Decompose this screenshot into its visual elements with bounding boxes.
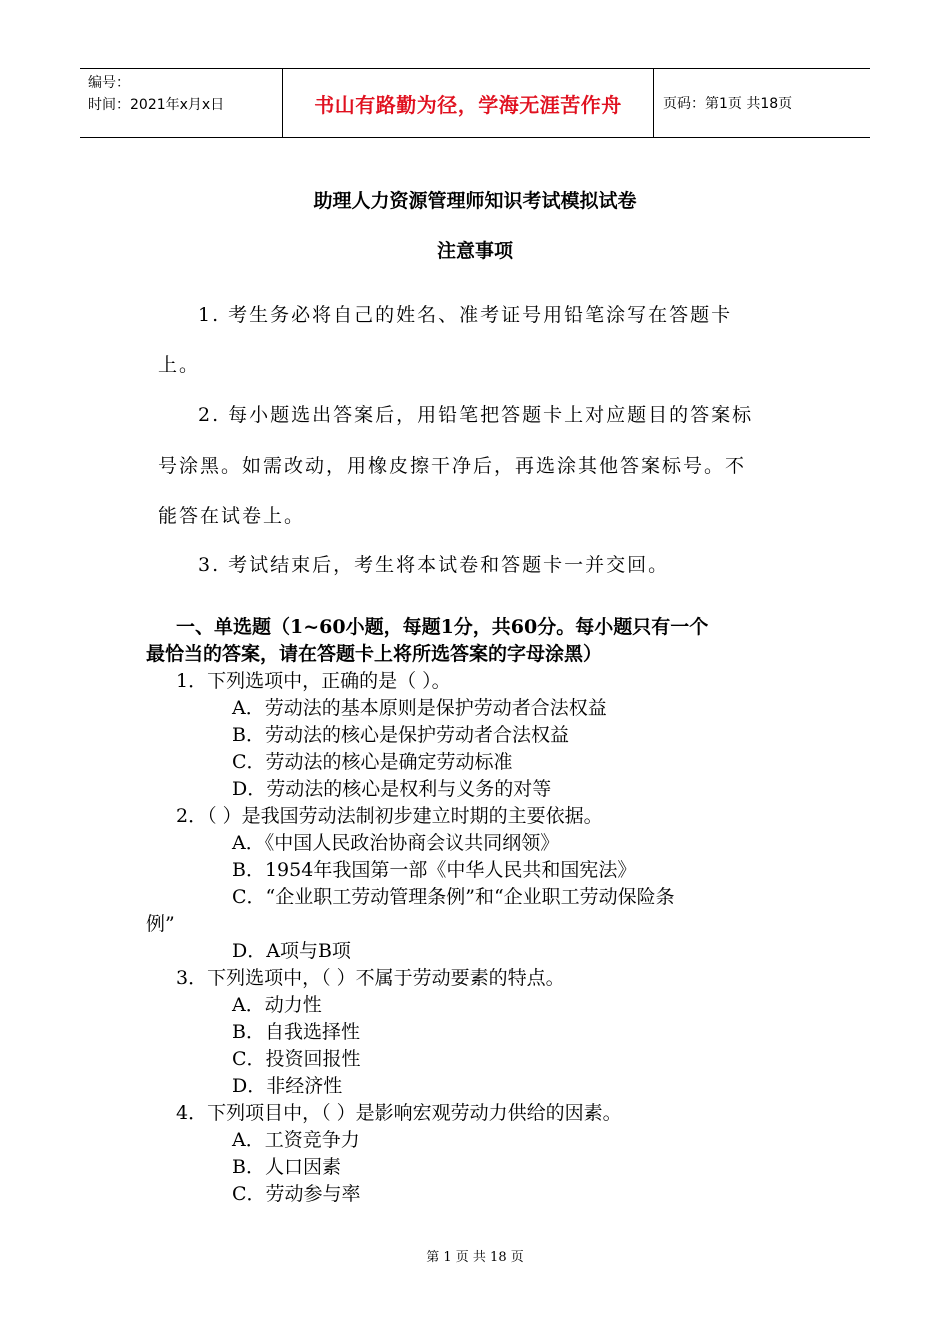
question-2-option-c: C．“企业职工劳动管理条例”和“企业职工劳动保险条 [232,886,675,908]
question-1-option-c: C．劳动法的核心是确定劳动标准 [232,751,513,773]
question-1-option-a: A．劳动法的基本原则是保护劳动者合法权益 [232,697,607,719]
number-label: 编号： [88,75,130,91]
notice-2-line-3: 能答在试卷上。 [158,505,306,527]
page-footer: 第 1 页 共 18 页 [426,1250,524,1265]
notice-1-line-1: 1. 考生务必将自己的姓名、准考证号用铅笔涂写在答题卡 [198,304,733,326]
question-2-stem: 2．（ ）是我国劳动法制初步建立时期的主要依据。 [176,805,603,827]
question-4-option-b: B．人口因素 [232,1156,341,1178]
question-3-option-c: C．投资回报性 [232,1048,361,1070]
section-title-line-2: 最恰当的答案，请在答题卡上将所选答案的字母涂黑） [146,643,603,665]
question-3-option-b: B．自我选择性 [232,1021,360,1043]
question-3-option-a: A．动力性 [232,994,322,1016]
question-2-option-d: D．A项与B项 [232,940,351,962]
question-1-stem: 1．下列选项中，正确的是（ ）。 [176,670,451,692]
section-title-line-1: 一、单选题（1~60小题，每题1分，共60分。每小题只有一个 [176,616,709,638]
notice-1-line-2: 上。 [158,354,201,376]
notice-2-line-1: 2. 每小题选出答案后，用铅笔把答题卡上对应题目的答案标 [198,404,754,426]
question-4-stem: 4．下列项目中，（ ）是影响宏观劳动力供给的因素。 [176,1102,622,1124]
question-4-option-a: A．工资竞争力 [232,1129,360,1151]
question-2-option-c-wrap: 例” [146,913,175,935]
question-3-stem: 3．下列选项中，（ ）不属于劳动要素的特点。 [176,967,565,989]
page-info: 页码：第1页 共18页 [663,96,793,112]
question-3-option-d: D．非经济性 [232,1075,343,1097]
time-label: 时间：2021年x月x日 [88,97,225,113]
motto: 书山有路勤为径，学海无涯苦作舟 [282,69,654,137]
notice-title: 注意事项 [436,240,513,262]
question-2-option-a: A．《中国人民政治协商会议共同纲领》 [232,832,560,854]
question-1-option-d: D．劳动法的核心是权利与义务的对等 [232,778,552,800]
header-left-cell [80,69,282,137]
header-table [80,68,870,138]
question-2-option-b: B．1954年我国第一部《中华人民共和国宪法》 [232,859,637,881]
notice-3-line-1: 3. 考试结束后，考生将本试卷和答题卡一并交回。 [198,554,670,576]
question-1-option-b: B．劳动法的核心是保护劳动者合法权益 [232,724,569,746]
document-title: 助理人力资源管理师知识考试模拟试卷 [313,190,637,212]
notice-2-line-2: 号涂黑。如需改动，用橡皮擦干净后，再选涂其他答案标号。不 [158,455,747,477]
question-4-option-c: C．劳动参与率 [232,1183,361,1205]
